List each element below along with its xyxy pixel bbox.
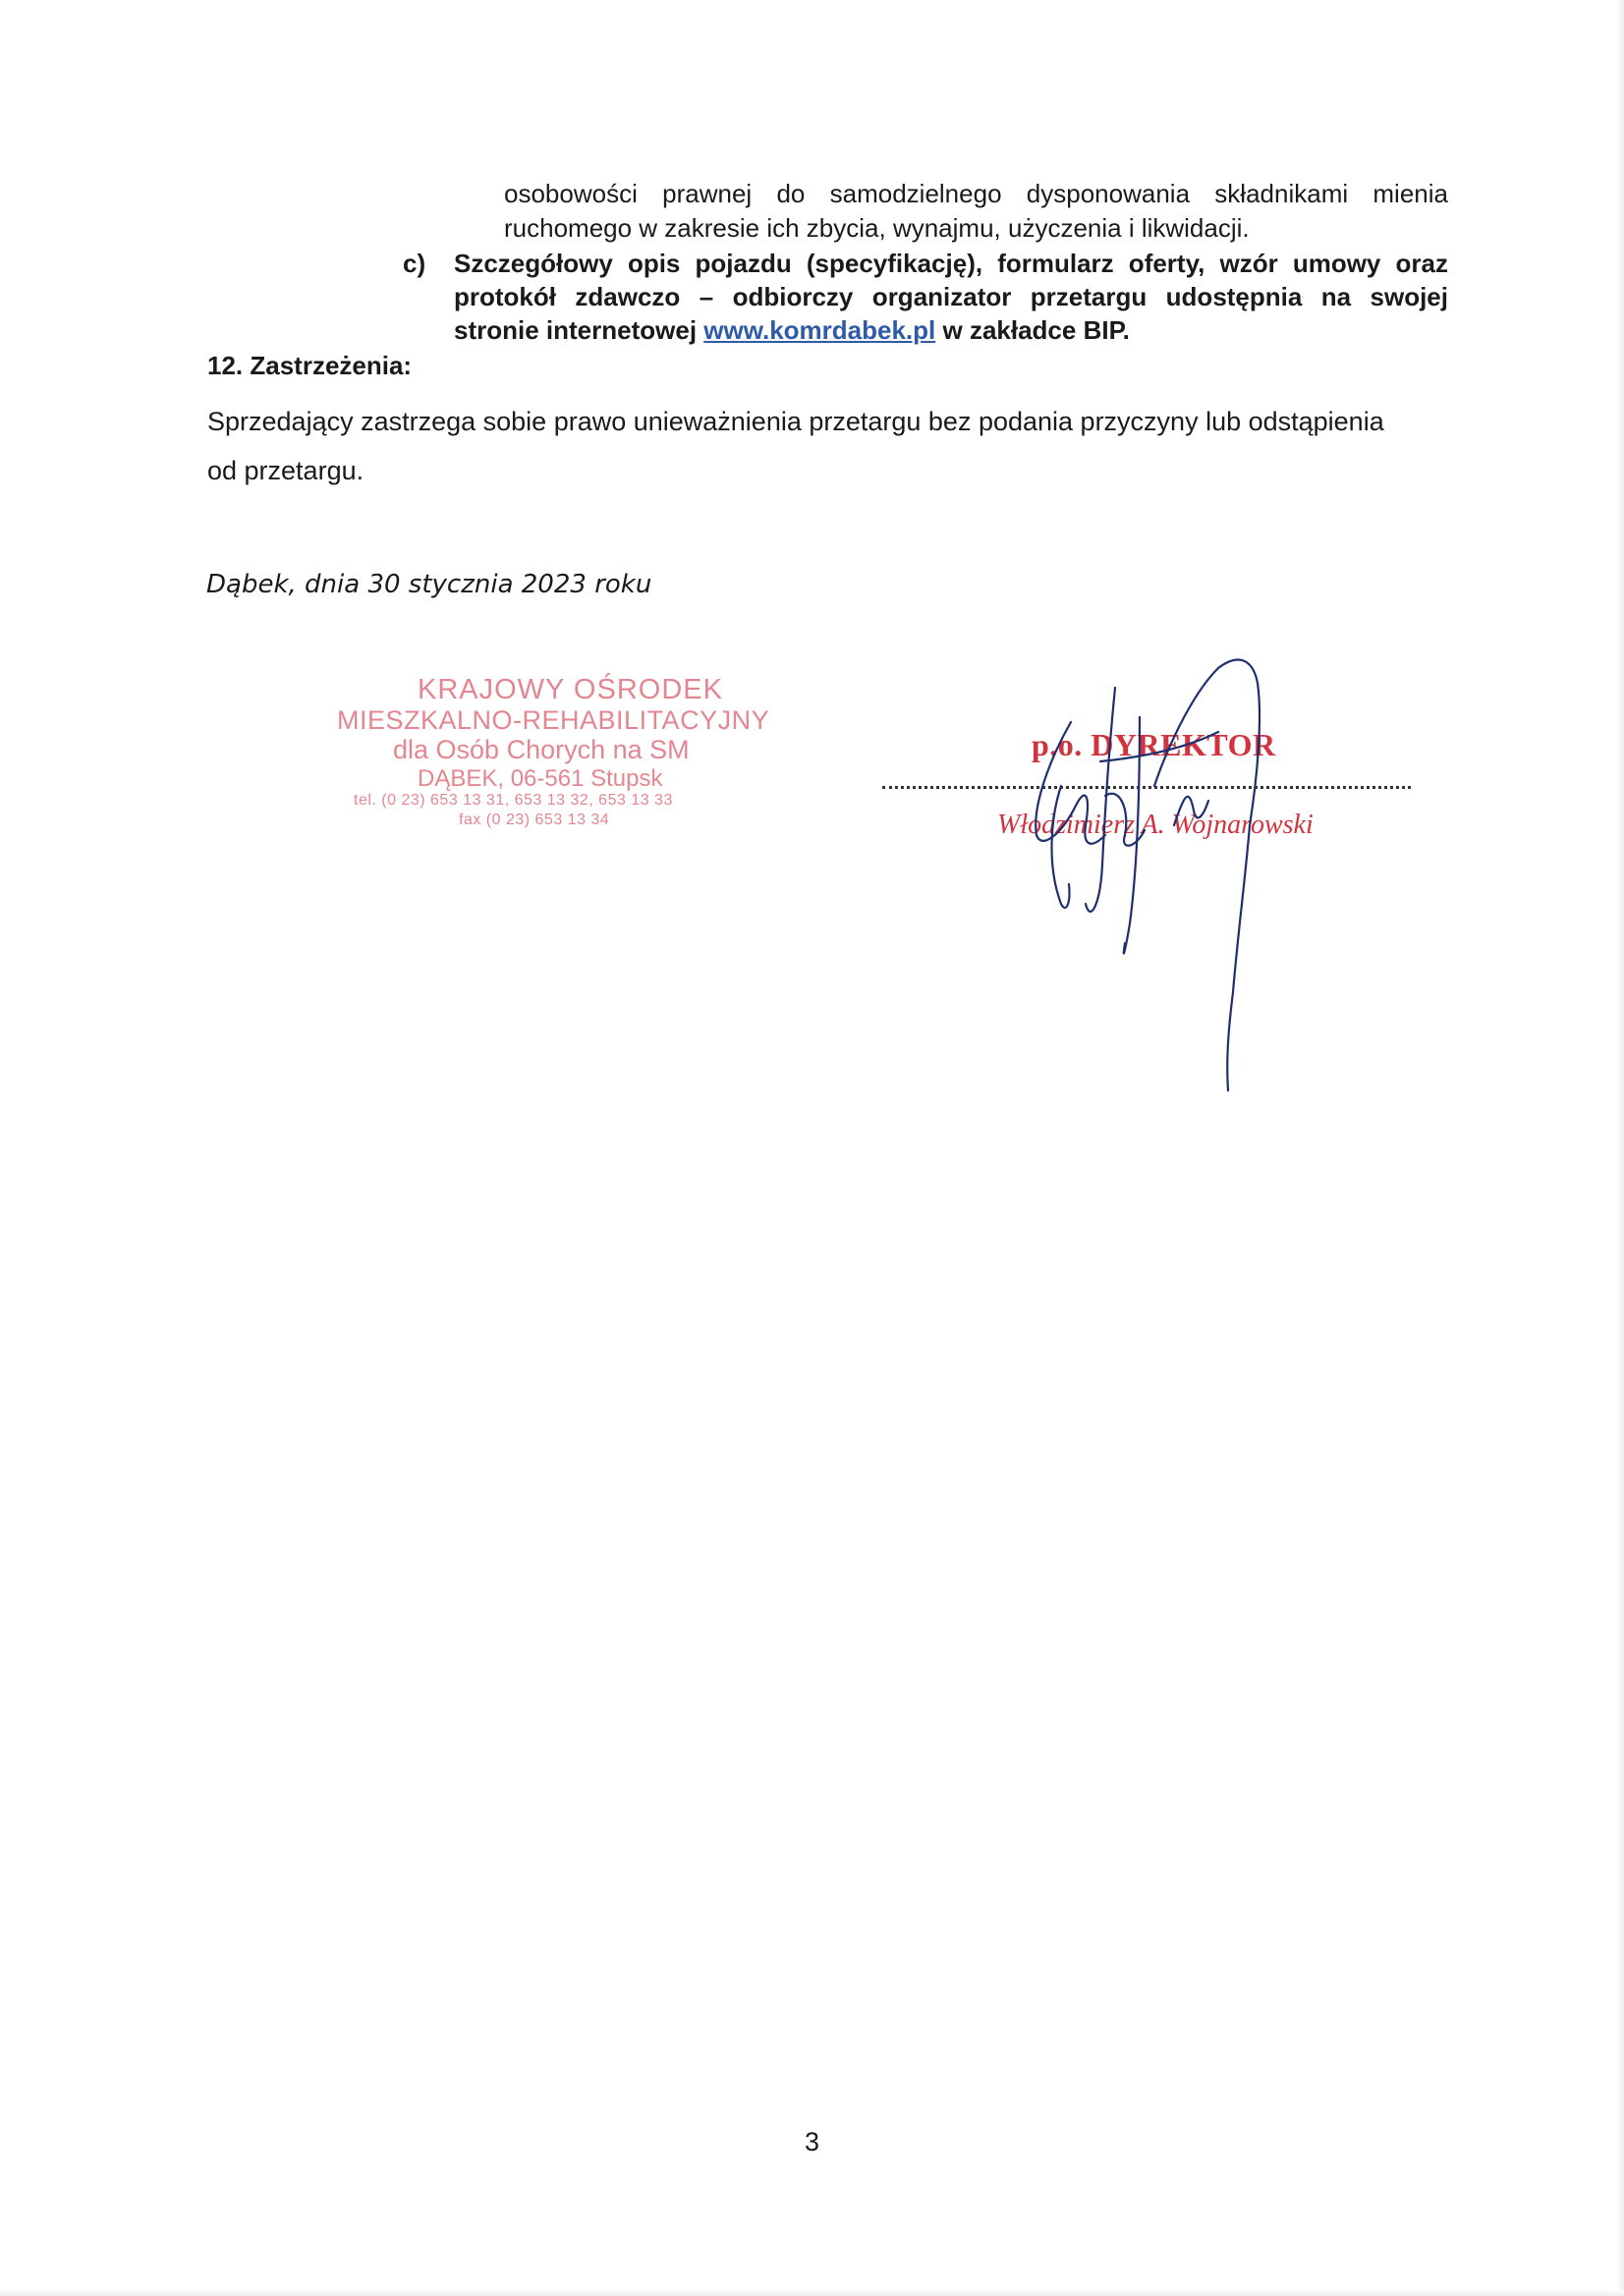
section-12-text-line-2: od przetargu. xyxy=(207,456,364,485)
scan-edge-bottom xyxy=(0,2290,1624,2296)
place-and-date: Dąbek, dnia 30 stycznia 2023 roku xyxy=(206,570,652,599)
list-item-c-line-2: protokół zdawczo – odbiorczy organizator przetargu udostępnia na swojej xyxy=(454,282,1448,311)
scan-edge-right xyxy=(1616,0,1624,2296)
signature-name: Włodzimierz A. Wojnarowski xyxy=(997,810,1314,840)
stamp-line-1: KRAJOWY OŚRODEK xyxy=(418,674,723,705)
list-item-c-line-3 xyxy=(454,313,1130,347)
section-12-text-line-1: Sprzedający zastrzega sobie prawo unieważnienia przetargu bez podania przyczyny lub odstąpienia xyxy=(207,407,1384,436)
handwritten-signature xyxy=(992,639,1346,1110)
page-number: 3 xyxy=(804,2127,820,2156)
section-12-heading: 12. Zastrzeżenia: xyxy=(207,351,413,380)
list-item-c-line-3-after: w zakładce BIP. xyxy=(942,315,1130,345)
list-continuation-line-2: ruchomego w zakresie ich zbycia, wynajmu, użyczenia i likwidacji. xyxy=(504,213,1250,243)
stamp-line-5: tel. (0 23) 653 13 31, 653 13 32, 653 13 33 xyxy=(354,792,673,809)
stamp-line-6: fax (0 23) 653 13 34 xyxy=(459,812,610,828)
website-link[interactable]: www.komrdabek.pl xyxy=(703,315,936,345)
stamp-line-4: DĄBEK, 06-561 Stupsk xyxy=(418,765,663,792)
list-item-c-line-3-before: stronie internetowej xyxy=(454,315,698,345)
stamp-line-2: MIESZKALNO-REHABILITACYJNY xyxy=(337,705,770,735)
list-item-c-line-1: Szczegółowy opis pojazdu (specyfikację), formularz oferty, wzór umowy oraz xyxy=(454,249,1448,278)
list-item-marker: c) xyxy=(403,249,426,278)
list-continuation-line-1: osobowości prawnej do samodzielnego dysponowania składnikami mienia xyxy=(504,179,1448,208)
signature-title: p.o. DYREKTOR xyxy=(1032,727,1276,762)
stamp-line-3: dla Osób Chorych na SM xyxy=(393,735,690,764)
